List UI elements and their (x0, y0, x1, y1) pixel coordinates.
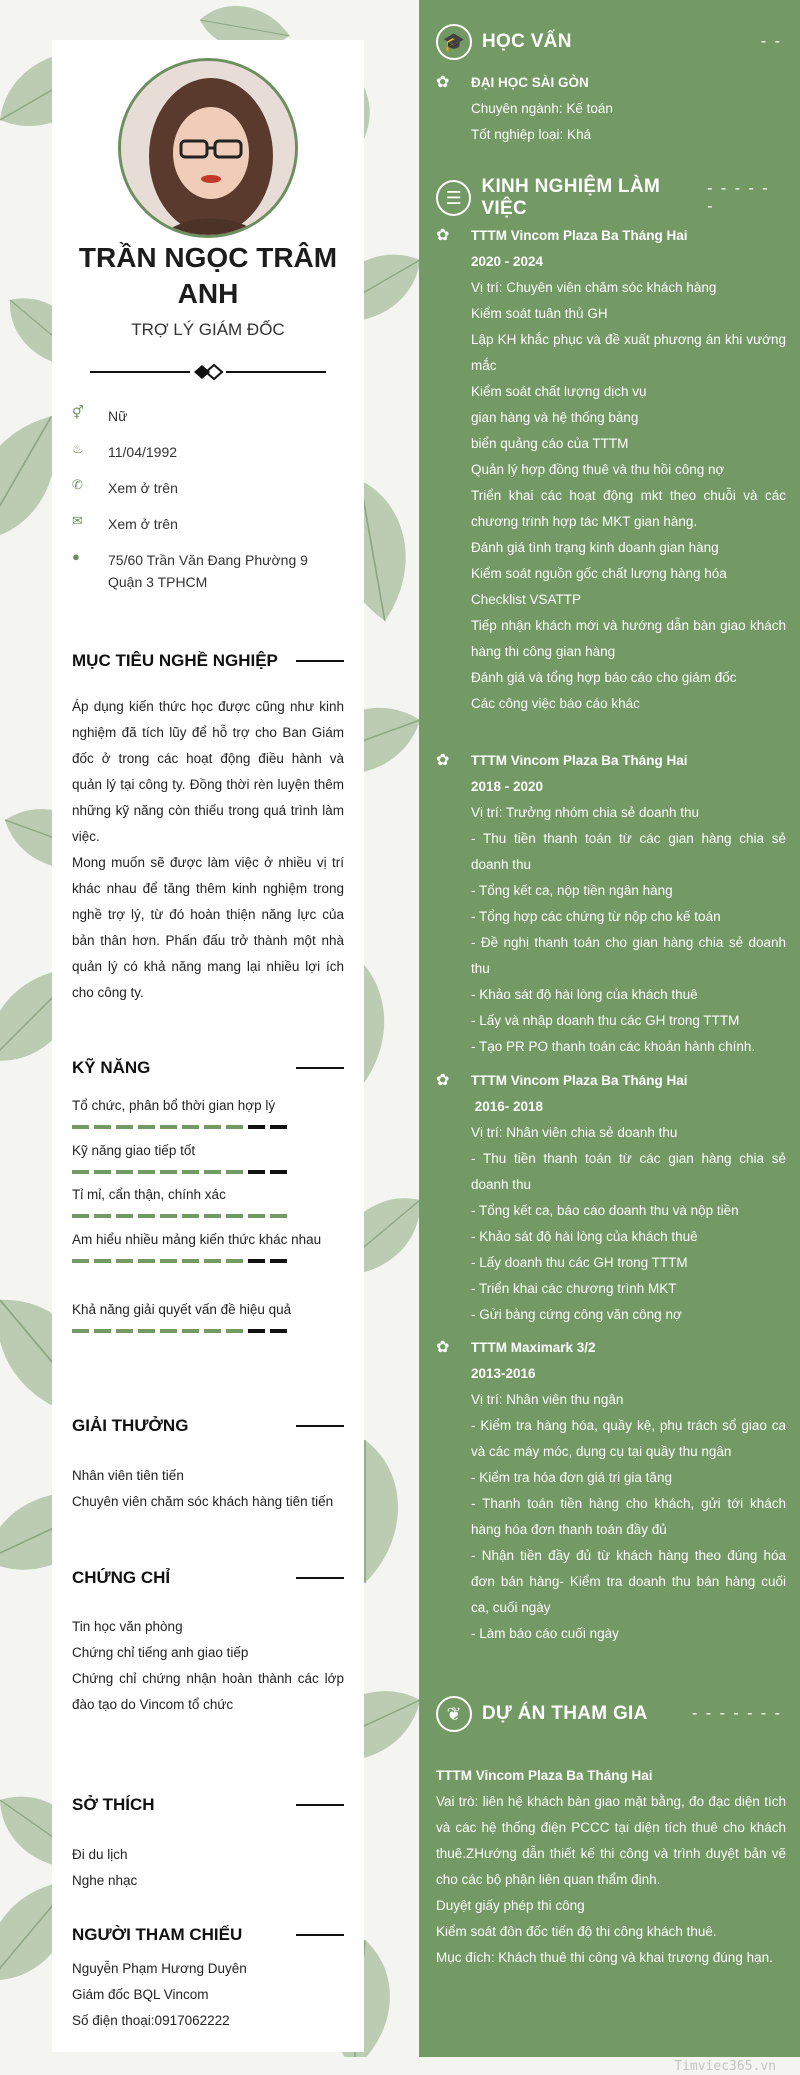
hobbies-list (72, 1842, 344, 1894)
graduation-cap-icon: 🎓 (436, 24, 472, 60)
name-divider-ornament (90, 362, 326, 382)
contact-gender: ⚥ Nữ (72, 405, 128, 424)
list-item: Số điện thoại:0917062222 (72, 2013, 230, 2028)
list-item: Giám đốc BQL Vincom (72, 1987, 209, 2002)
skill-level-bar (72, 1259, 344, 1263)
job-company: TTTM Vincom Plaza Ba Tháng Hai (471, 1073, 688, 1088)
job-company: TTTM Maximark 3/2 (471, 1340, 596, 1355)
skill-level-bar (72, 1125, 344, 1129)
skill-label: Tổ chức, phân bổ thời gian hợp lý (72, 1098, 276, 1113)
project-entry: TTTM Vincom Plaza Ba Tháng Hai Vai trò: liên hệ khách bàn giao mặt bằng, đo đạc diện tích và các hệ thống điện PCCC tại diện tích thuê cho khách thuê.ZHướng dẫn thiết kế thi công và trình duyệt bản vẽ cho các bộ phận liên quan thẩm định. Duyệt giấy phép thi công Kiểm soát đôn đốc tiến độ thi công khách thuê. Mục đích: Khách thuê thi công và khai trương đúng hạn. (436, 1768, 786, 1965)
profile-photo (118, 58, 298, 238)
job-duty: - Lấy doanh thu các GH trong TTTM (471, 1255, 688, 1270)
skill-level-bar (72, 1329, 344, 1333)
location-pin-icon: ● (72, 549, 80, 564)
contact-email: ✉ Xem ở trên (72, 513, 178, 532)
skill-item (72, 1297, 344, 1333)
job-period: 2018 - 2020 (471, 779, 544, 794)
flower-bullet-icon: ✿ (436, 227, 450, 244)
job-duty: - Kiểm tra hàng hóa, quầy kệ, phụ trách sổ giao ca và các máy móc, dụng cụ tại quầy thu ngân (471, 1418, 786, 1459)
contact-birthday: ♨ 11/04/1992 (72, 441, 178, 460)
education-heading: 🎓 HỌC VẤN - - (436, 24, 786, 60)
job-company: TTTM Vincom Plaza Ba Tháng Hai (471, 228, 688, 243)
contact-phone: ✆ Xem ở trên (72, 477, 178, 496)
list-item: Tin học văn phòng (72, 1619, 183, 1634)
phone-icon: ✆ (72, 477, 83, 492)
job-duty: - Thu tiền thanh toán từ các gian hàng chia sẻ doanh thu (471, 831, 786, 872)
objective-text: Áp dụng kiến thức học được cũng như kinh nghiệm đã tích lũy để hỗ trợ cho Ban Giám đốc ở trong các hoạt động điều hành và quản lý tại công ty. Đồng thời rèn luyện thêm những kỹ năng còn thiếu trong quá trình làm việc. Mong muốn sẽ được làm việc ở nhiều vị trí khác nhau để tăng thêm kinh nghiệm trong nghề trợ lý, từ đó hoàn thiện năng lực của bản thân hơn. Phấn đấu trở thành một nhà quản lý có khả năng mang lại nhiều lợi ích cho công ty. (72, 699, 344, 1000)
job-duty: - Kiểm tra hóa đơn giá trị gia tăng (471, 1470, 672, 1485)
skill-item (72, 1227, 344, 1263)
job-period: 2016- 2018 (471, 1099, 544, 1114)
job-duty: - Nhận tiền đầy đủ từ khách hàng theo đúng hóa đơn bán hàng- Kiểm tra doanh thu bán hàng cuối ca, cuối ngày (471, 1548, 786, 1615)
job-duty: - Tổng kết ca, báo cáo doanh thu và nộp tiền (471, 1203, 739, 1218)
certificates-heading: CHỨNG CHỈ (72, 1568, 344, 1588)
stack-icon: ☰ (436, 180, 471, 216)
list-item: Nhân viên tiên tiến (72, 1468, 184, 1483)
skills-heading: KỸ NĂNG (72, 1058, 344, 1078)
job-duty: - Khảo sát độ hài lòng của khách thuê (471, 987, 698, 1002)
job-duty: - Tổng hợp các chứng từ nộp cho kế toán (471, 909, 721, 924)
job-entry (436, 748, 786, 1060)
job-duty: Checklist VSATTP (471, 592, 582, 607)
list-item: Nguyễn Phạm Hương Duyên (72, 1961, 247, 1976)
gender-icon: ⚥ (72, 405, 84, 420)
ornament-icon: ❦ (436, 1696, 472, 1732)
job-duty: Kiểm soát nguồn gốc chất lượng hàng hóa (471, 566, 727, 581)
contact-address: ● 75/60 Trần Văn Đang Phường 9 Quận 3 TPHCM (72, 549, 308, 590)
job-duty: Đánh giá tình trạng kinh doanh gian hàng (471, 540, 719, 555)
job-duty: - Làm báo cáo cuối ngày (471, 1626, 619, 1641)
flower-bullet-icon: ✿ (436, 1072, 450, 1089)
left-column-card (52, 40, 364, 2052)
references-heading: NGƯỜI THAM CHIẾU (72, 1925, 344, 1945)
list-item: Chứng chỉ chứng nhận hoàn thành các lớp đào tạo do Vincom tổ chức (72, 1671, 344, 1712)
job-duty: - Triển khai các chương trình MKT (471, 1281, 677, 1296)
flower-bullet-icon: ✿ (436, 1339, 450, 1356)
job-duty: - Lấy và nhập doanh thu các GH trong TTTM (471, 1013, 740, 1028)
certificates-list (72, 1614, 344, 1718)
job-company: TTTM Vincom Plaza Ba Tháng Hai (471, 753, 688, 768)
experience-heading: ☰ KINH NGHIỆM LÀM VIỆC - - - - - - (436, 176, 786, 220)
footer-brand: Timviec365.vn (674, 2059, 776, 2074)
job-duty: - Đề nghị thanh toán cho gian hàng chia sẻ doanh thu (471, 935, 786, 976)
projects-heading: ❦ DỰ ÁN THAM GIA - - - - - - - (436, 1696, 786, 1732)
job-duty: - Tổng kết ca, nộp tiền ngân hàng (471, 883, 673, 898)
job-duty: Vị trí: Nhân viên thu ngân (471, 1392, 624, 1407)
job-duty: - Tạo PR PO thanh toán các khoản hành chính. (471, 1039, 756, 1054)
skill-item (72, 1182, 344, 1218)
job-period: 2013-2016 (471, 1366, 536, 1381)
job-duty: Kiểm soát chất lượng dịch vụ (471, 384, 647, 399)
cake-icon: ♨ (72, 441, 84, 456)
awards-heading: GIẢI THƯỞNG (72, 1416, 344, 1436)
job-duty: Vị trí: Chuyên viên chăm sóc khách hàng (471, 280, 717, 295)
flower-bullet-icon: ✿ (436, 752, 450, 769)
skill-item (72, 1138, 344, 1174)
job-entry (436, 223, 786, 717)
job-duty: Lập KH khắc phục và đề xuất phương án khi vướng mắc (471, 332, 786, 373)
skill-label: Tỉ mỉ, cẩn thận, chính xác (72, 1187, 226, 1202)
skill-label: Am hiểu nhiều mảng kiến thức khác nhau (72, 1232, 322, 1247)
list-item: Đi du lịch (72, 1847, 128, 1862)
job-duty: Vị trí: Nhân viên chia sẻ doanh thu (471, 1125, 678, 1140)
job-duty: Kiểm soát tuân thủ GH (471, 306, 608, 321)
objective-heading: MỤC TIÊU NGHỀ NGHIỆP (72, 651, 344, 671)
job-duty: Đánh giá và tổng hợp báo cáo cho giám đốc (471, 670, 737, 685)
skill-level-bar (72, 1170, 344, 1174)
job-entry (436, 1068, 786, 1328)
job-title: TRỢ LÝ GIÁM ĐỐC (131, 320, 285, 339)
list-item: Chuyên viên chăm sóc khách hàng tiên tiến (72, 1494, 334, 1509)
job-entry (436, 1335, 786, 1647)
person-name: TRẦN NGỌC TRÂM ANH (78, 242, 338, 309)
job-period: 2020 - 2024 (471, 254, 544, 269)
job-duty: - Khảo sát độ hài lòng của khách thuê (471, 1229, 698, 1244)
job-duty: Vị trí: Trưởng nhóm chia sẻ doanh thu (471, 805, 700, 820)
list-item: Nghe nhạc (72, 1873, 138, 1888)
skill-level-bar (72, 1214, 344, 1218)
job-duty: - Thu tiền thanh toán từ các gian hàng chia sẻ doanh thu (471, 1151, 786, 1192)
skill-label: Khả năng giải quyết vấn đề hiệu quả (72, 1302, 292, 1317)
job-duty: - Thanh toán tiền hàng cho khách, gửi tới khách hàng hóa đơn thanh toán đầy đủ (471, 1496, 786, 1537)
references-list (72, 1956, 344, 2034)
job-duty: - Gửi bảng cứng công văn công nợ (471, 1307, 682, 1322)
skill-item (72, 1093, 344, 1129)
job-duty: gian hàng và hệ thống bảng (471, 410, 639, 425)
flower-bullet-icon: ✿ (436, 74, 450, 91)
job-duty: Quản lý hợp đồng thuê và thu hồi công nợ (471, 462, 725, 477)
email-icon: ✉ (72, 513, 83, 528)
job-duty: Triển khai các hoạt động mkt theo chuỗi và các chương trình hợp tác MKT gian hàng. (471, 488, 786, 529)
hobbies-heading: SỞ THÍCH (72, 1795, 344, 1815)
job-duty: Tiếp nhận khách mới và hướng dẫn bàn giao khách hàng thi công gian hàng (471, 618, 786, 659)
skill-label: Kỹ năng giao tiếp tốt (72, 1143, 196, 1158)
job-duty: Các công việc báo cáo khác (471, 696, 640, 711)
job-duty: biển quảng cáo của TTTM (471, 436, 629, 451)
list-item: Chứng chỉ tiếng anh giao tiếp (72, 1645, 249, 1660)
awards-list (72, 1463, 344, 1515)
education-entry: ✿ ĐẠI HỌC SÀI GÒN Chuyên ngành: Kế toán Tốt nghiệp loại: Khá (436, 74, 613, 142)
